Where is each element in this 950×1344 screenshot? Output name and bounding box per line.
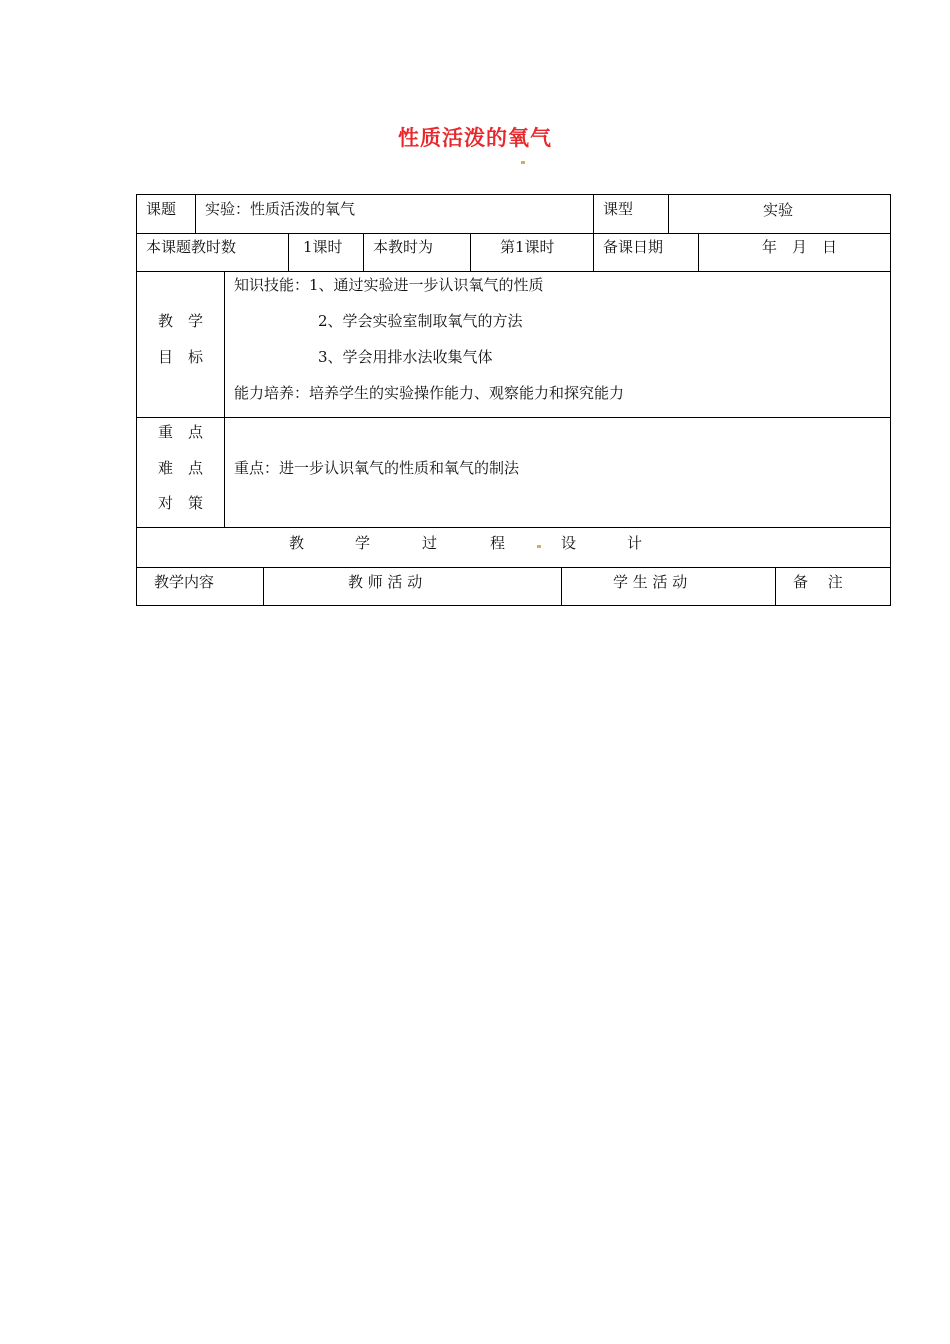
topic-value: 实验：性质活泼的氧气 xyxy=(205,200,356,218)
table-rule xyxy=(593,233,594,271)
table-rule xyxy=(470,233,471,271)
prep-date-label: 备课日期 xyxy=(603,238,664,256)
process-header-char: 过 xyxy=(422,534,438,552)
process-header-char: 学 xyxy=(355,534,371,552)
goal-line: 知识技能：1、通过实验进一步认识氧气的性质 xyxy=(234,276,544,294)
table-rule xyxy=(195,194,196,233)
table-rule xyxy=(136,527,891,528)
table-rule xyxy=(890,194,891,606)
table-rule xyxy=(698,233,699,271)
column-header-teacher: 教 师 活 动 xyxy=(348,573,423,591)
table-rule xyxy=(224,271,225,527)
table-rule xyxy=(775,567,776,605)
topic-label: 课题 xyxy=(146,200,177,218)
lesson-type-label: 课型 xyxy=(603,200,634,218)
table-rule xyxy=(668,194,669,233)
goal-line: 2、学会实验室制取氧气的方法 xyxy=(318,312,523,330)
current-period-label: 本教时为 xyxy=(373,238,434,256)
process-header-char: 设 xyxy=(561,534,577,552)
key-points-label: 对 策 xyxy=(158,494,204,512)
table-rule xyxy=(593,194,594,233)
hours-value: 1课时 xyxy=(303,238,343,256)
process-header-char: 教 xyxy=(289,534,305,552)
table-rule xyxy=(136,194,137,606)
goal-line: 能力培养：培养学生的实验操作能力、观察能力和探究能力 xyxy=(234,384,625,402)
table-rule xyxy=(136,194,891,195)
current-period-value: 第1课时 xyxy=(500,238,555,256)
table-rule xyxy=(363,233,364,271)
table-rule xyxy=(288,233,289,271)
table-rule xyxy=(136,605,891,606)
table-rule xyxy=(136,271,891,272)
table-rule xyxy=(136,417,891,418)
column-header-content: 教学内容 xyxy=(154,573,215,591)
decorative-dot xyxy=(537,545,541,548)
hours-label: 本课题教时数 xyxy=(146,238,237,256)
column-header-notes: 备 注 xyxy=(793,573,843,591)
table-rule xyxy=(561,567,562,605)
table-rule xyxy=(263,567,264,605)
process-header-char: 计 xyxy=(627,534,643,552)
key-points-label: 重 点 xyxy=(158,423,204,441)
table-rule xyxy=(136,233,891,234)
goals-label: 教 学 xyxy=(158,312,204,330)
table-rule xyxy=(136,567,891,568)
column-header-student: 学 生 活 动 xyxy=(613,573,688,591)
document-title: 性质活泼的氧气 xyxy=(398,126,552,150)
goals-label: 目 标 xyxy=(158,348,204,366)
prep-date-value: 年 月 日 xyxy=(762,238,838,256)
key-points-label: 难 点 xyxy=(158,459,204,477)
lesson-type-value: 实验 xyxy=(763,201,794,219)
key-points-content: 重点：进一步认识氧气的性质和氧气的制法 xyxy=(234,459,520,477)
goal-line: 3、学会用排水法收集气体 xyxy=(318,348,493,366)
process-header-char: 程 xyxy=(490,534,506,552)
decorative-dot xyxy=(521,161,525,164)
